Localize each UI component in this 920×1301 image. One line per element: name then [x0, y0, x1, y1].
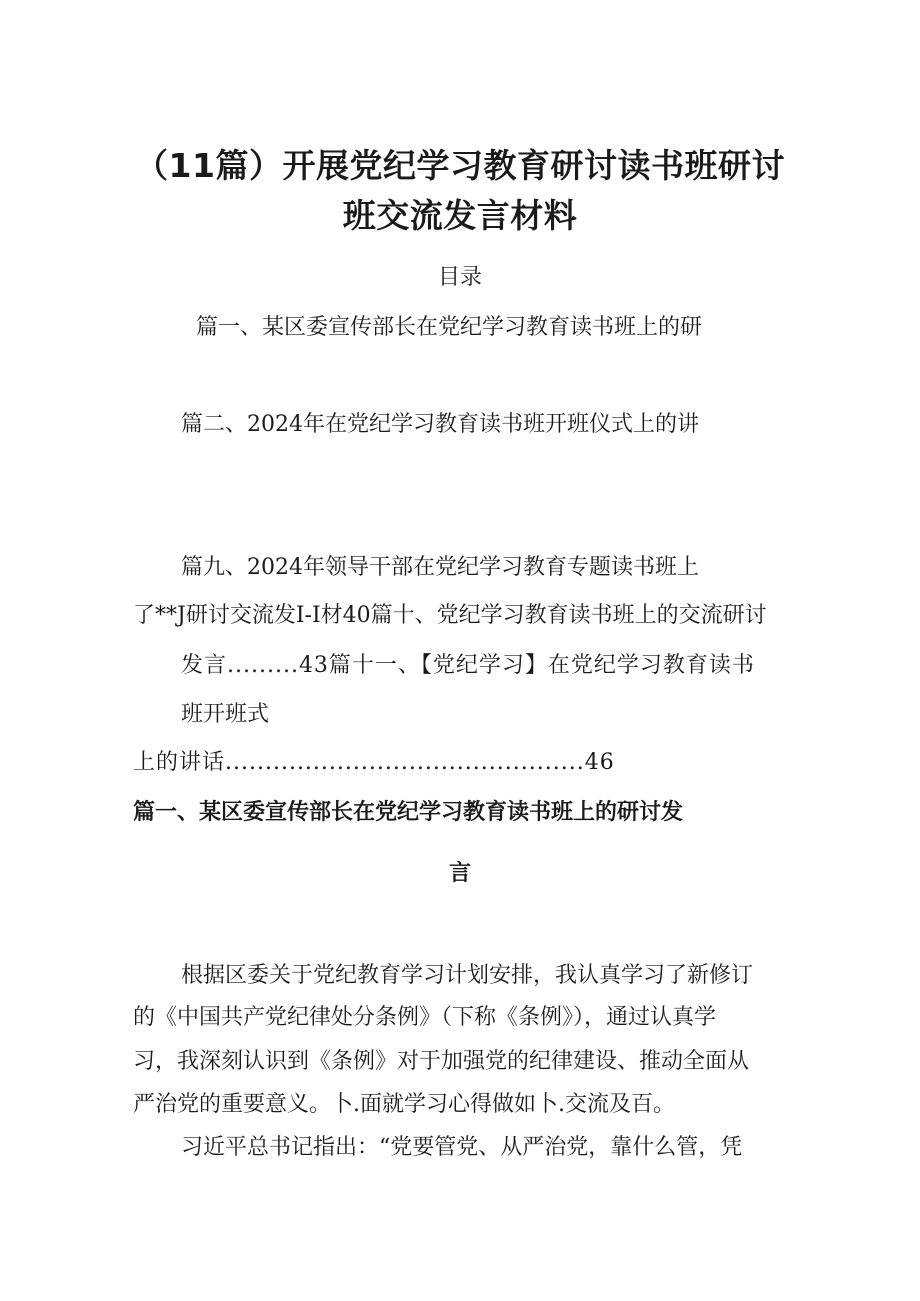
toc-heading: 目录: [437, 265, 482, 290]
document-title-line-1: （11篇）开展党纪学习教育研讨读书班研讨: [135, 146, 785, 185]
toc-entry-1: 篇一、某区委宣传部长在党纪学习教育读书班上的研: [196, 315, 703, 340]
body-line-3: 习，我深刻认识到《条例》对于加强党的纪律建设、推动全面从: [133, 1049, 750, 1074]
body-line-5: 习近平总书记指出：“党要管党、从严治党，靠什么管，凭: [181, 1135, 743, 1160]
body-line-1: 根据区委关于党纪教育学习计划安排，我认真学习了新修订: [181, 963, 754, 988]
section-heading-line-2: 言: [448, 861, 471, 886]
toc-line-b: 发言.........43篇十一、【党纪学习】在党纪学习教育读书: [181, 653, 755, 678]
toc-entry-2: 篇二、2024年在党纪学习教育读书班开班仪式上的讲: [181, 412, 699, 437]
toc-line-c: 班开班式: [181, 702, 270, 727]
body-line-4: 严治党的重要意义。卜.面就学习心得做如卜.交流及百。: [133, 1092, 675, 1117]
body-line-2: 的《中国共产党纪律处分条例》（下称《条例》），通过认真学: [133, 1005, 717, 1030]
toc-line-a: 了**J研讨交流发I-I材40篇十、党纪学习教育读书班上的交流研讨: [133, 603, 767, 628]
toc-entry-9: 篇九、2024年领导干部在党纪学习教育专题读书班上: [181, 555, 699, 580]
section-heading-line-1: 篇一、某区委宣传部长在党纪学习教育读书班上的研讨发: [133, 800, 684, 825]
document-title-line-2: 班交流发言材料: [342, 196, 578, 235]
toc-line-d: 上的讲话.............................................46: [133, 750, 615, 775]
